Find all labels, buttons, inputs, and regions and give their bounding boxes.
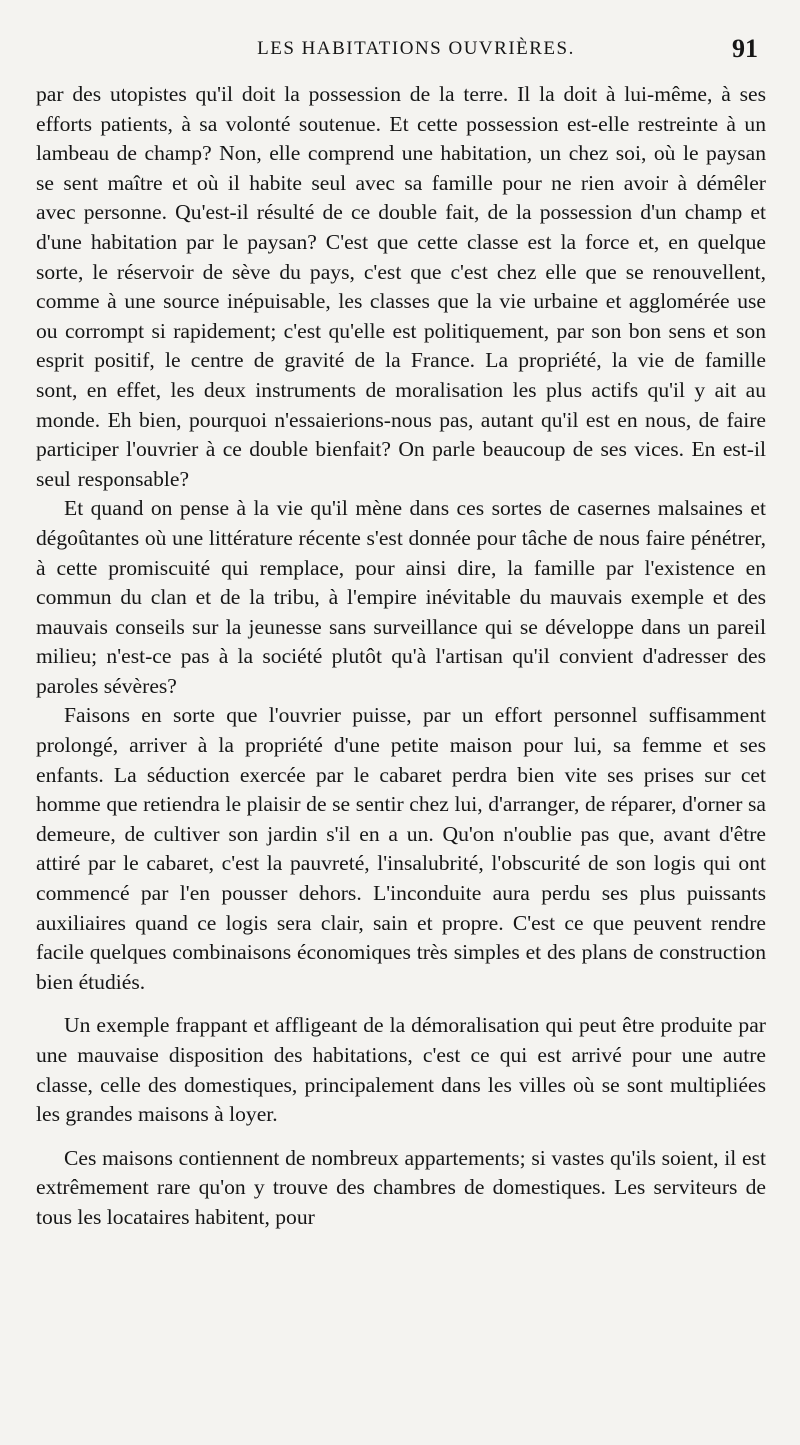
paragraph-2: Et quand on pense à la vie qu'il mène dans ces sortes de casernes malsaines et dégoûtantes où une littérature récente s'est donnée pour tâche de nous faire pénétrer, à cette promiscuité qui remplace, pour ainsi dire, la famille par l'existence en commun du clan et de la tribu, à l'empire inévitable du mauvais exemple et des mauvais conseils sur la jeunesse sans surveillance qui se développe dans un pareil milieu; n'est-ce pas à la société plutôt qu'à l'artisan qu'il convient d'adresser des paroles sévères? <box>36 496 766 698</box>
paragraph-4: Un exemple frappant et affligeant de la démoralisation qui peut être produite par une mauvaise disposition des habitations, c'est ce qui est arrivé pour une autre classe, celle des domestiques, principalement dans les villes où se sont multipliées les grandes maisons à loyer. <box>36 1013 766 1127</box>
paragraph-3: Faisons en sorte que l'ouvrier puisse, par un effort personnel suffisamment prolongé, arriver à la propriété d'une petite maison pour lui, sa femme et ses enfants. La séduction exercée par le cabaret perdra bien vite ses prises sur cet homme que retiendra le plaisir de se sentir chez lui, d'arranger, de réparer, d'orner sa demeure, de cultiver son jardin s'il en a un. Qu'on n'oublie pas que, avant d'être attiré par le cabaret, c'est la pauvreté, l'insalubrité, l'obscurité de son logis qui ont commencé par l'en pousser dehors. L'inconduite aura perdu ses plus puissants auxiliaires quand ce logis sera clair, sain et propre. C'est ce que peuvent rendre facile quelques combinaisons économiques très simples et des plans de construction bien étudiés. <box>36 703 766 994</box>
running-head <box>36 30 766 66</box>
page-number: 91 <box>732 34 758 63</box>
paragraph-5: Ces maisons contiennent de nombreux appartements; si vastes qu'ils soient, il est extrêmement rare qu'on y trouve des chambres de domestiques. Les serviteurs de tous les locataires habitent, pour <box>36 1145 766 1229</box>
body-text <box>36 80 766 1233</box>
running-title: LES HABITATIONS OUVRIÈRES. <box>257 38 575 59</box>
paragraph-1: par des utopistes qu'il doit la possession de la terre. Il la doit à lui-même, à ses efforts patients, à sa volonté soutenue. Et cette possession est-elle restreinte à un lambeau de champ? Non, elle comprend une habitation, un chez soi, où le paysan se sent maître et où il habite seul avec sa famille pour ne rien avoir à démêler avec personne. Qu'est-il résulté de ce double fait, de la possession d'un champ et d'une habitation par le paysan? C'est que cette classe est la force et, en quelque sorte, le réservoir de sève du pays, c'est que c'est chez elle que se renouvellent, comme à une source inépuisable, les classes que la vie urbaine et agglomérée use ou corrompt si rapidement; c'est qu'elle est politiquement, par son bon sens et son esprit positif, le centre de gravité de la France. La propriété, la vie de famille sont, en effet, les deux instruments de moralisation les plus actifs qu'il y ait au monde. Eh bien, pourquoi n'essaierions-nous pas, autant qu'il est en nous, de faire participer l'ouvrier à ce double bienfait? On parle beaucoup de ses vices. En est-il seul responsable? <box>36 82 766 491</box>
